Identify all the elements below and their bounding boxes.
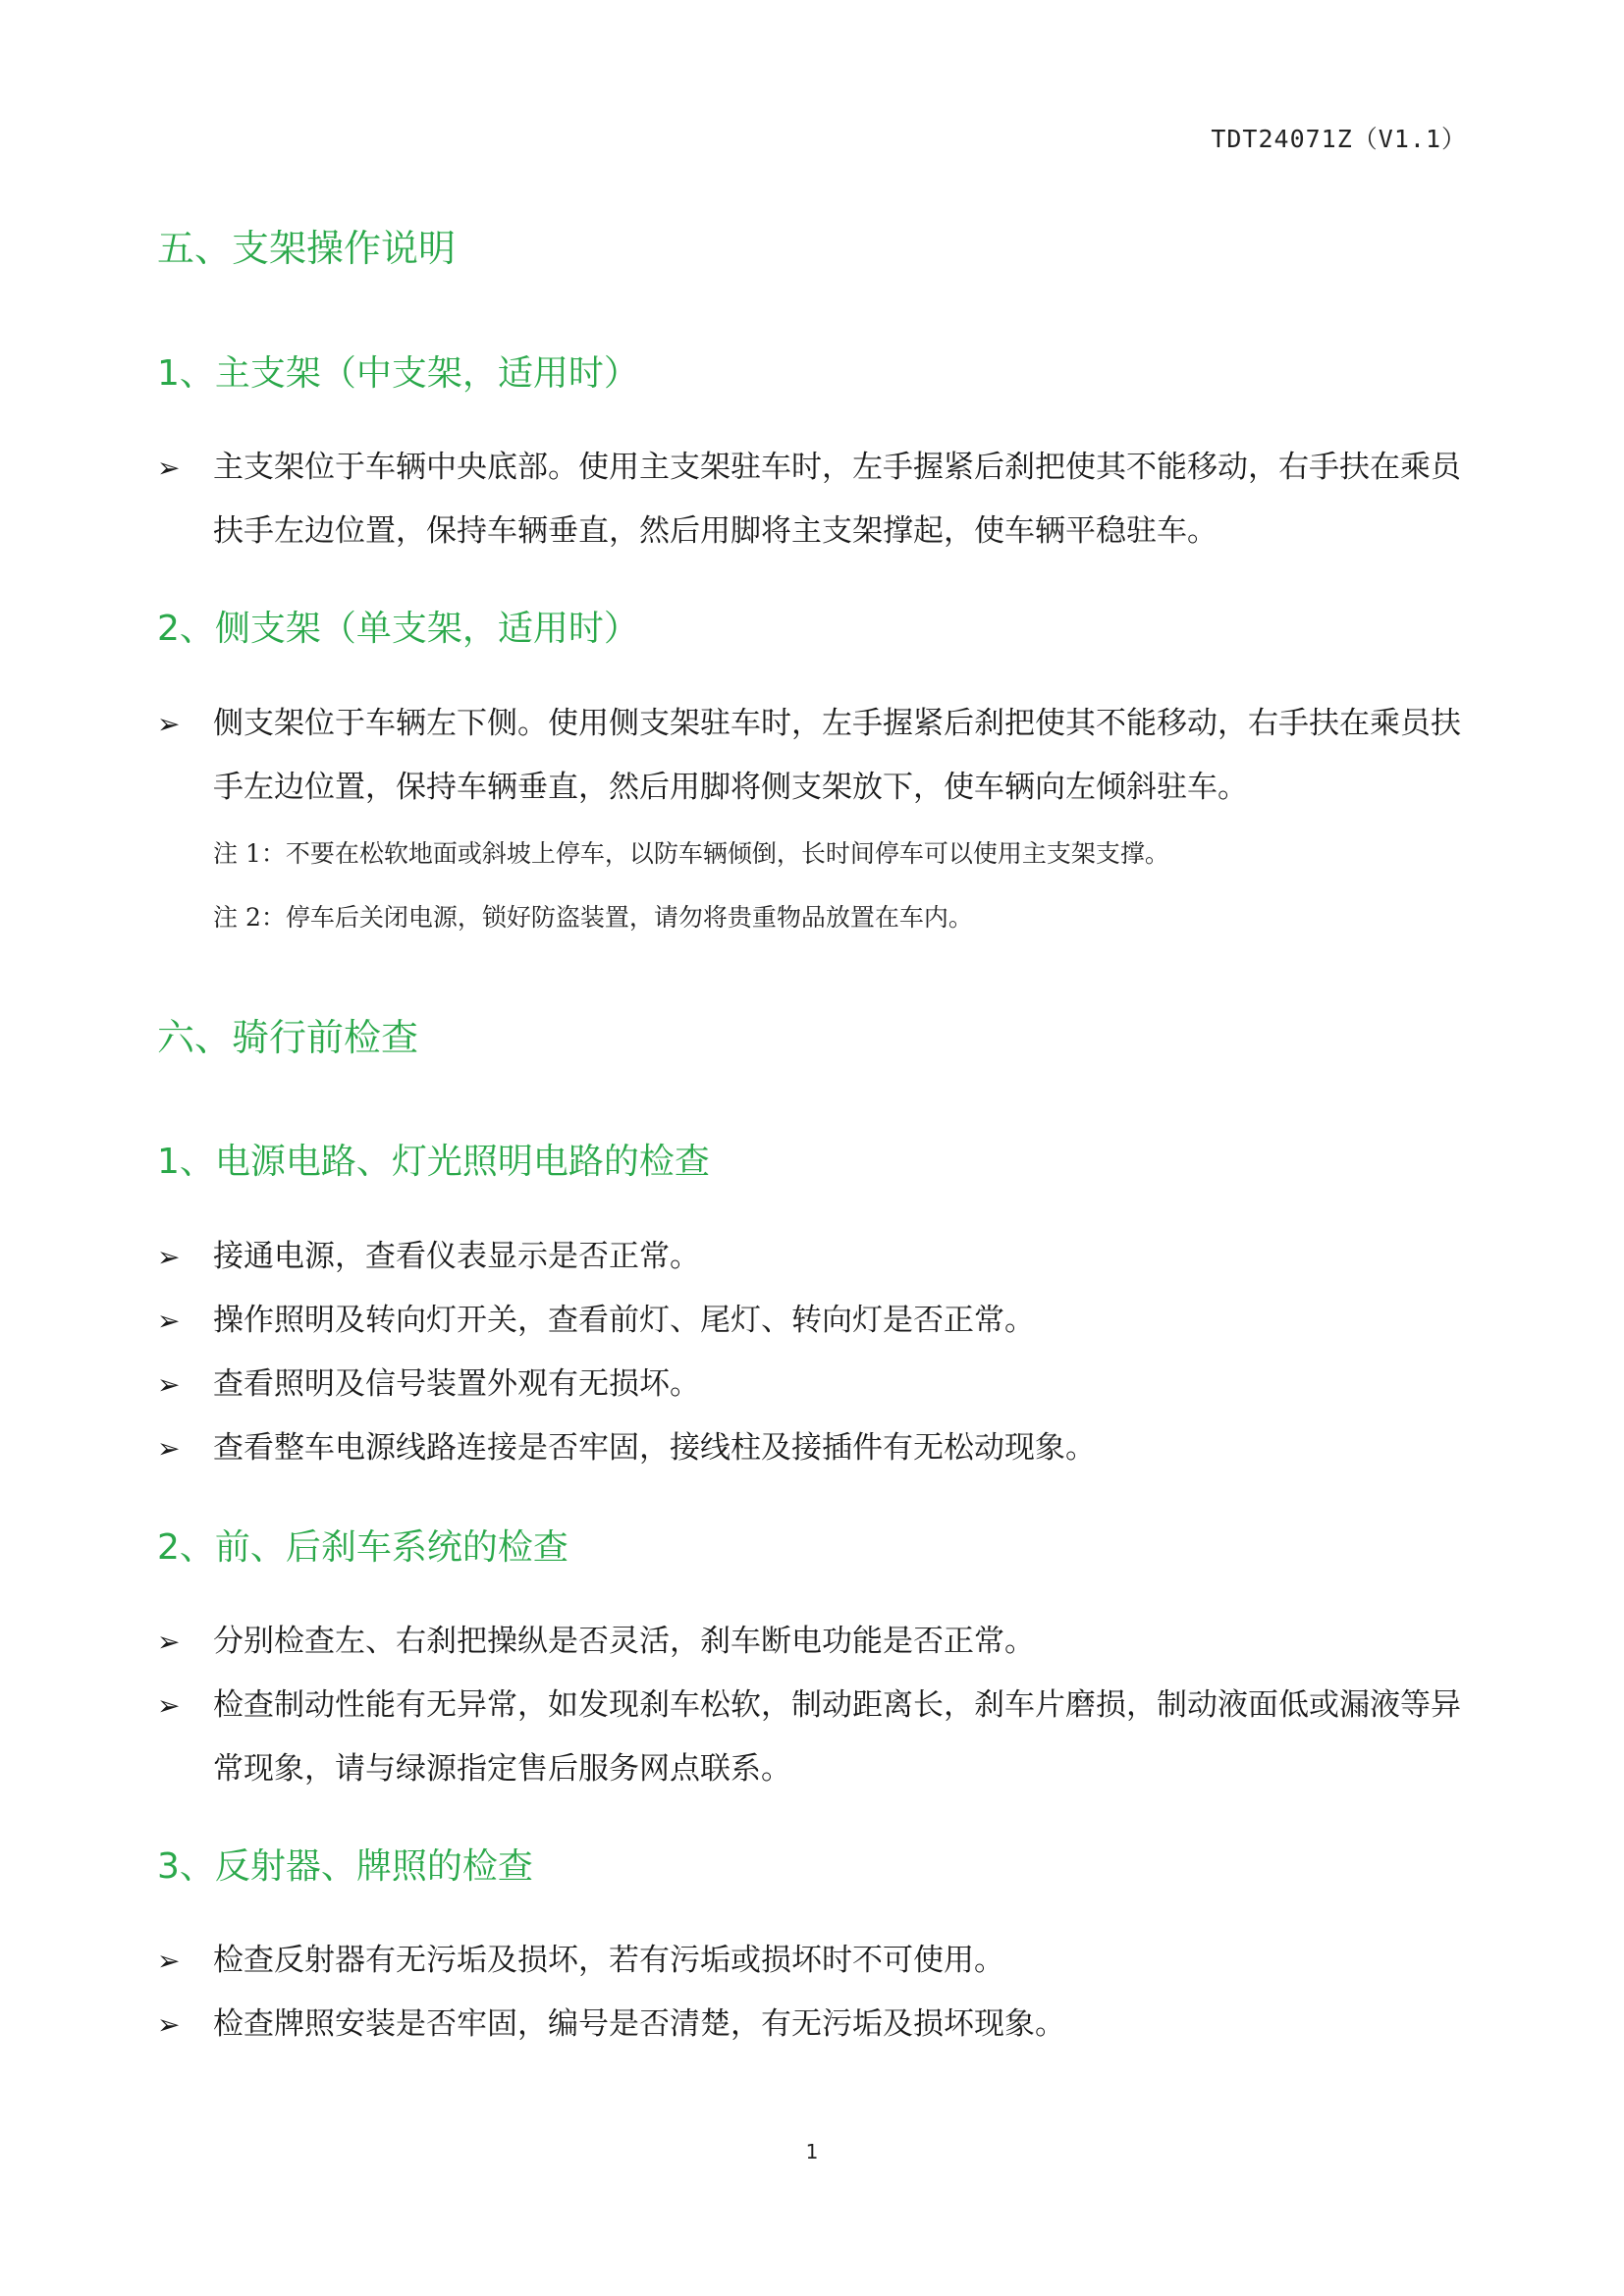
note-2: 注 2：停车后关闭电源，锁好防盗装置，请勿将贵重物品放置在车内。: [213, 903, 973, 932]
bullet-arrow-icon: ➢: [157, 1241, 181, 1273]
section5-sub2-item: [157, 692, 1483, 820]
section6-sub2-item-1: [157, 1610, 1483, 1674]
section6-title: 六、骑行前检查: [157, 1016, 419, 1059]
section6-sub3-title: 3、反射器、牌照的检查: [157, 1846, 533, 1887]
section5-sub1-item: [157, 436, 1483, 563]
section6-sub2-item-2: [157, 1674, 1483, 1801]
section6-sub1-title: 1、电源电路、灯光照明电路的检查: [157, 1142, 710, 1182]
page-number: 1: [805, 2140, 819, 2163]
bullet-arrow-icon: ➢: [157, 1945, 181, 1977]
bullet-arrow-icon: ➢: [157, 1368, 181, 1401]
document-code: TDT24071Z（V1.1）: [1211, 125, 1467, 153]
bullet-text: 检查反射器有无污垢及损坏，若有污垢或损坏时不可使用。: [213, 1943, 1004, 1978]
bullet-text: 查看整车电源线路连接是否牢固，接线柱及接插件有无松动现象。: [213, 1430, 1096, 1466]
section6-sub3-item-1: [157, 1929, 1483, 1993]
bullet-arrow-icon: ➢: [157, 452, 181, 484]
bullet-arrow-icon: ➢: [157, 708, 181, 740]
bullet-text: 检查牌照安装是否牢固，编号是否清楚，有无污垢及损坏现象。: [213, 2006, 1065, 2042]
section6-sub2-title: 2、前、后刹车系统的检查: [157, 1527, 568, 1568]
bullet-text: 操作照明及转向灯开关，查看前灯、尾灯、转向灯是否正常。: [213, 1303, 1035, 1338]
note-1: 注 1：不要在松软地面或斜坡上停车，以防车辆倾倒，长时间停车可以使用主支架支撑。: [213, 839, 1169, 868]
bullet-text: 查看照明及信号装置外观有无损坏。: [213, 1366, 700, 1402]
section5-sub2-title: 2、侧支架（单支架，适用时）: [157, 609, 639, 649]
bullet-text: 接通电源，查看仪表显示是否正常。: [213, 1239, 700, 1274]
section6-sub1-item-1: [157, 1225, 1483, 1289]
section5-title: 五、支架操作说明: [157, 227, 457, 270]
section6-sub3-item-2: [157, 1993, 1483, 2056]
section5-sub1-title: 1、主支架（中支架，适用时）: [157, 353, 639, 394]
section6-sub1-item-3: [157, 1353, 1483, 1416]
bullet-arrow-icon: ➢: [157, 1626, 181, 1658]
section6-sub1-item-4: [157, 1416, 1483, 1480]
bullet-arrow-icon: ➢: [157, 2008, 181, 2041]
bullet-text: 侧支架位于车辆左下侧。使用侧支架驻车时，左手握紧后刹把使其不能移动，右手扶在乘员扶手左边位置，保持车辆垂直，然后用脚将侧支架放下，使车辆向左倾斜驻车。: [213, 706, 1461, 805]
bullet-arrow-icon: ➢: [157, 1432, 181, 1465]
bullet-arrow-icon: ➢: [157, 1305, 181, 1337]
bullet-text: 主支架位于车辆中央底部。使用主支架驻车时，左手握紧后刹把使其不能移动，右手扶在乘员扶手左边位置，保持车辆垂直，然后用脚将主支架撑起，使车辆平稳驻车。: [213, 450, 1461, 549]
bullet-arrow-icon: ➢: [157, 1689, 181, 1722]
section6-sub1-item-2: [157, 1289, 1483, 1353]
bullet-text: 检查制动性能有无异常，如发现刹车松软，制动距离长，刹车片磨损，制动液面低或漏液等异常现象，请与绿源指定售后服务网点联系。: [213, 1687, 1461, 1787]
bullet-text: 分别检查左、右刹把操纵是否灵活，刹车断电功能是否正常。: [213, 1624, 1035, 1659]
